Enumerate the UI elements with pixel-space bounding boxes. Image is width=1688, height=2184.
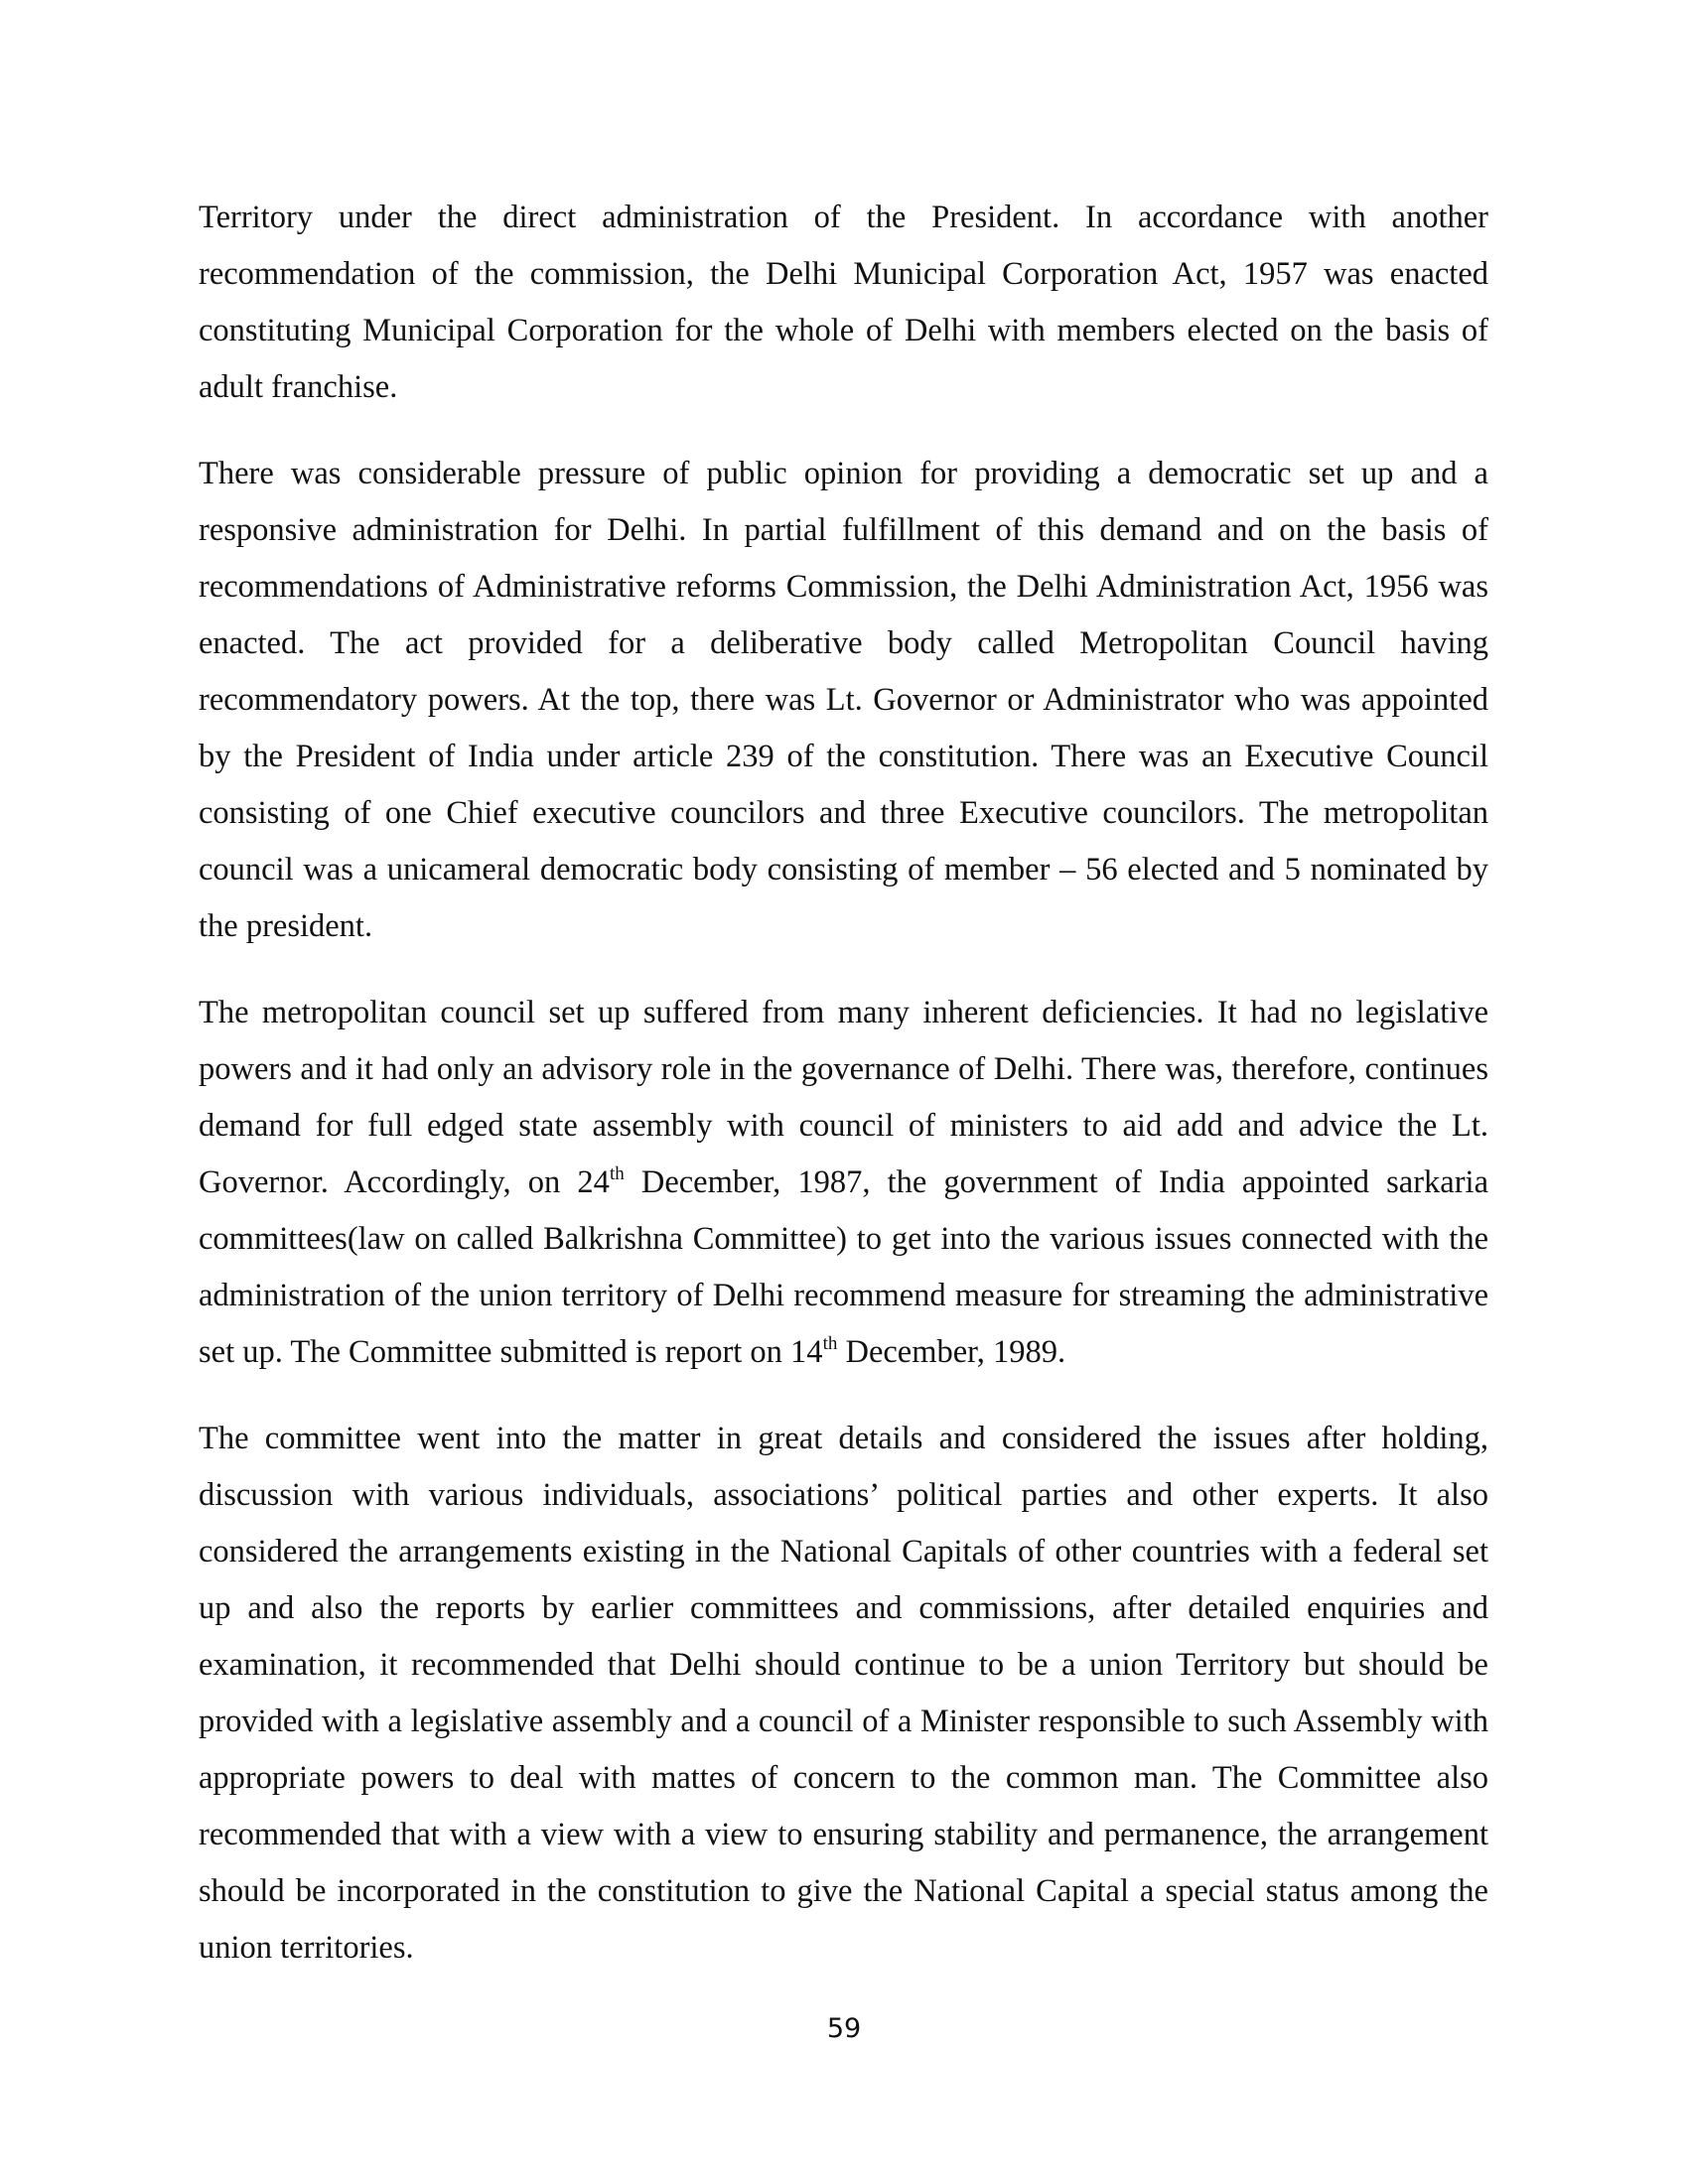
paragraph-text: December, 1989. <box>837 1334 1066 1370</box>
body-text <box>199 190 1488 2006</box>
paragraph-1 <box>199 190 1488 416</box>
ordinal-superscript: th <box>609 1163 625 1184</box>
paragraph-text: December, 1987, the government of India appointed sarkaria committees(law on called Balkrishna Committee) to get into the various issues connected with the administration of the union territory of Delhi recommend measure for streaming the administrative set up. The Committee submitted is report on 14 <box>199 1164 1489 1370</box>
page-number: 59 <box>826 2013 862 2044</box>
paragraph-text: The committee went into the matter in great details and considered the issues after holding, discussion with various individuals, associations’ political parties and other experts. It also considered the arrangements existing in the National Capitals of other countries with a federal set up and also the reports by earlier committees and commissions, after detailed enquiries and examination, it recommended that Delhi should continue to be a union Territory but should be provided with a legislative assembly and a council of a Minister responsible to such Assembly with appropriate powers to deal with mattes of concern to the common man. The Committee also recommended that with a view with a view to ensuring stability and permanence, the arrangement should be incorporated in the constitution to give the National Capital a special status among the union territories. <box>199 1421 1488 1966</box>
paragraph-text: There was considerable pressure of public opinion for providing a democratic set up and a responsive administration for Delhi. In partial fulfillment of this demand and on the basis of recommendations of Administrative reforms Commission, the Delhi Administration Act, 1956 was enacted. The act provided for a deliberative body called Metropolitan Council having recommendatory powers. At the top, there was Lt. Governor or Administrator who was appointed by the President of India under article 239 of the constitution. There was an Executive Council consisting of one Chief executive councilors and three Executive councilors. The metropolitan council was a unicameral democratic body consisting of member – 56 elected and 5 nominated by the president. <box>199 456 1488 944</box>
ordinal-superscript: th <box>822 1333 838 1354</box>
paragraph-text: The metropolitan council set up suffered from many inherent deficiencies. It had no legislative powers and it had only an advisory role in the governance of Delhi. There was, therefore, continues demand for full edged state assembly with council of ministers to aid add and advice the Lt. Governor. Accordingly, on 24 <box>199 995 1488 1200</box>
paragraph-4 <box>199 1411 1488 1977</box>
paragraph-text: Territory under the direct administration of the President. In accordance with another recommendation of the commission, the Delhi Municipal Corporation Act, 1957 was enacted constituting Municipal Corporation for the whole of Delhi with members elected on the basis of adult franchise. <box>199 200 1488 405</box>
paragraph-2 <box>199 446 1488 955</box>
paragraph-3 <box>199 985 1488 1381</box>
